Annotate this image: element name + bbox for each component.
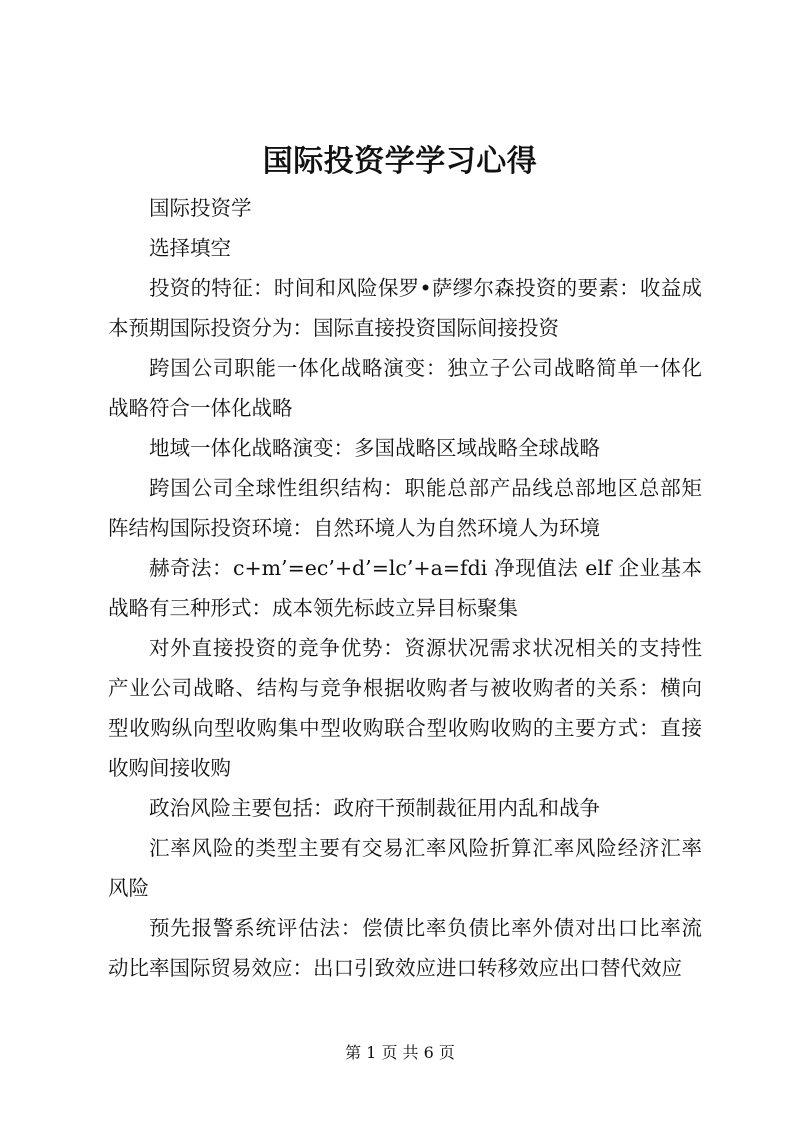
paragraph: 跨国公司全球性组织结构：职能总部产品线总部地区总部矩阵结构国际投资环境：自然环境人为自然环境人为环境 [108,476,702,540]
paragraph: 选择填空 [149,236,231,260]
paragraph: 对外直接投资的竞争优势：资源状况需求状况相关的支持性产业公司战略、结构与竞争根据收购者与被收购者的关系：横向型收购纵向型收购集中型收购联合型收购收购的主要方式：直接收购间接收购 [108,636,702,780]
document-title: 国际投资学学习心得 [262,144,538,179]
paragraph: 预先报警系统评估法：偿债比率负债比率外债对出口比率流动比率国际贸易效应：出口引致效应进口转移效应出口替代效应 [108,916,702,980]
page-footer: 第 1 页 共 6 页 [345,1043,455,1062]
document-body [108,188,702,988]
paragraph: 国际投资学 [149,196,252,220]
paragraph: 政治风险主要包括：政府干预制裁征用内乱和战争 [149,796,600,820]
paragraph: 投资的特征：时间和风险保罗•萨缪尔森投资的要素：收益成本预期国际投资分为：国际直接投资国际间接投资 [108,276,702,340]
paragraph: 地域一体化战略演变：多国战略区域战略全球战略 [149,436,600,460]
paragraph: 汇率风险的类型主要有交易汇率风险折算汇率风险经济汇率风险 [108,836,702,900]
paragraph: 赫奇法：c+m’=ec’+d’=lc’+a=fdi 净现值法 elf 企业基本战略有三种形式：成本领先标歧立异目标聚集 [108,556,702,620]
paragraph: 跨国公司职能一体化战略演变：独立子公司战略简单一体化战略符合一体化战略 [108,356,702,420]
